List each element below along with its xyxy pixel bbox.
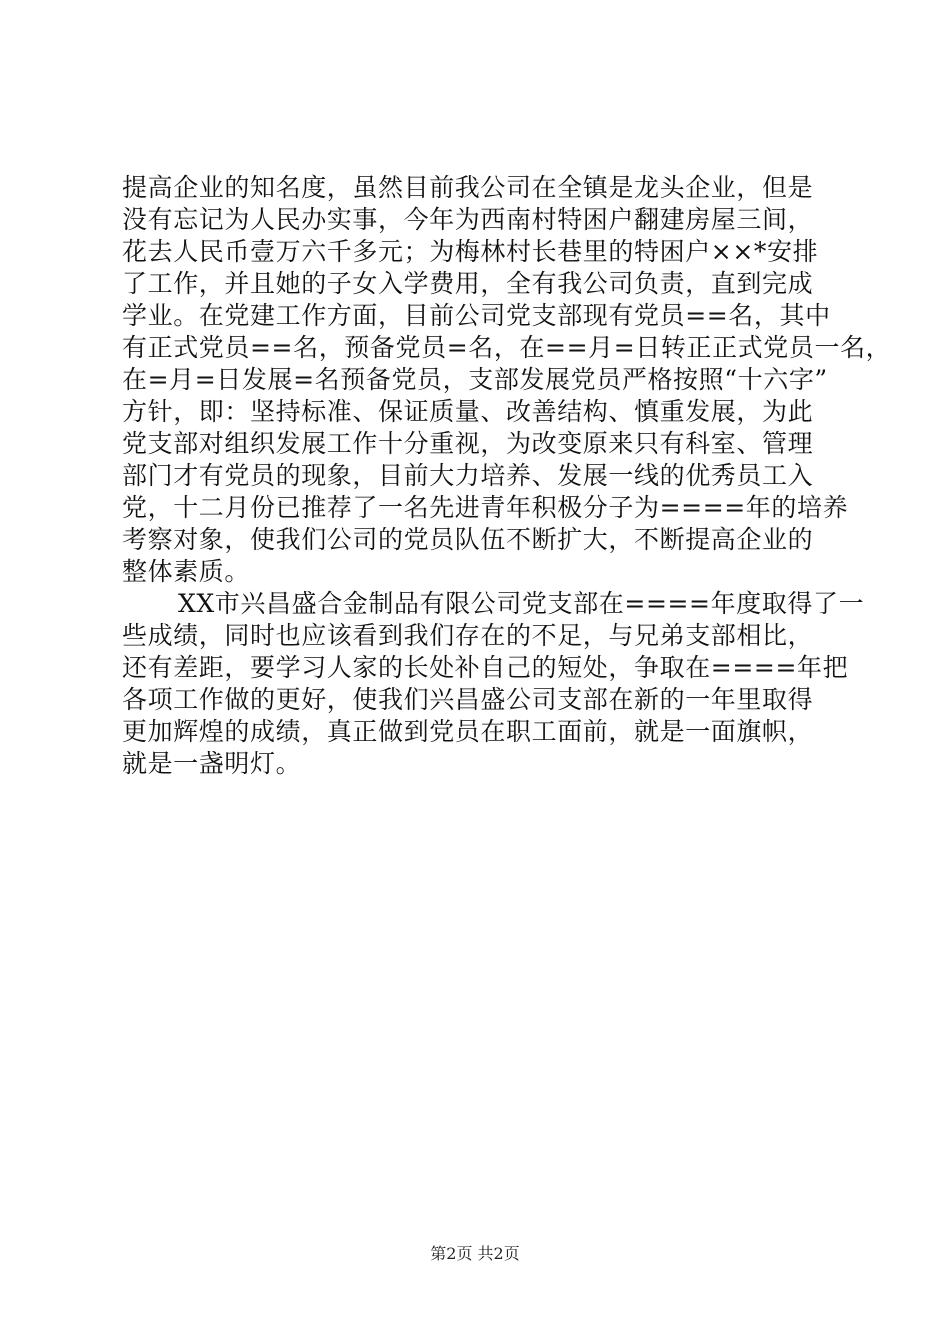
paragraph-2-line-4: 各项工作做的更好，使我们兴昌盛公司支部在新的一年里取得	[122, 685, 814, 714]
paragraph-1-line-3: 花去人民币壹万六千多元；为梅林村长巷里的特困户××*安排	[122, 237, 819, 266]
paragraph-1	[122, 172, 892, 588]
paragraph-1-line-7: 在=月=日发展=名预备党员，支部发展党员严格按照“十六字”	[122, 365, 828, 394]
paragraph-2-line-5: 更加辉煌的成绩，真正做到党员在职工面前，就是一面旗帜，	[122, 717, 814, 746]
paragraph-1-line-5: 学业。在党建工作方面，目前公司党支部现有党员==名，其中	[122, 301, 831, 330]
paragraph-1-line-4: 了工作，并且她的子女入学费用，全有我公司负责，直到完成	[122, 269, 814, 298]
page-number-label: 第2页 共2页	[430, 1244, 520, 1263]
paragraph-1-line-6: 有正式党员==名，预备党员=名，在==月=日转正正式党员一名，	[122, 333, 892, 362]
page-footer	[0, 1244, 950, 1264]
paragraph-1-line-2: 没有忘记为人民办实事，今年为西南村特困户翻建房屋三间，	[122, 205, 814, 234]
paragraph-1-line-11: 党，十二月份已推荐了一名先进青年积极分子为====年的培养	[122, 493, 849, 522]
paragraph-1-line-13: 整体素质。	[122, 557, 251, 586]
paragraph-2-line-1: XX市兴昌盛合金制品有限公司党支部在====年度取得了一	[178, 589, 865, 618]
paragraph-2-line-6: 就是一盏明灯。	[122, 749, 302, 778]
paragraph-1-line-10: 部门才有党员的现象，目前大力培养、发展一线的优秀员工入	[122, 461, 814, 490]
document-body	[122, 172, 892, 780]
paragraph-1-line-12: 考察对象，使我们公司的党员队伍不断扩大，不断提高企业的	[122, 525, 814, 554]
paragraph-2-line-3: 还有差距，要学习人家的长处补自己的短处，争取在====年把	[122, 653, 849, 682]
paragraph-1-line-9: 党支部对组织发展工作十分重视，为改变原来只有科室、管理	[122, 429, 814, 458]
paragraph-2-line-2: 些成绩，同时也应该看到我们存在的不足，与兄弟支部相比，	[122, 621, 814, 650]
paragraph-2	[122, 588, 865, 780]
paragraph-1-line-1: 提高企业的知名度，虽然目前我公司在全镇是龙头企业，但是	[122, 173, 814, 202]
paragraph-1-line-8: 方针，即：坚持标准、保证质量、改善结构、慎重发展，为此	[122, 397, 814, 426]
